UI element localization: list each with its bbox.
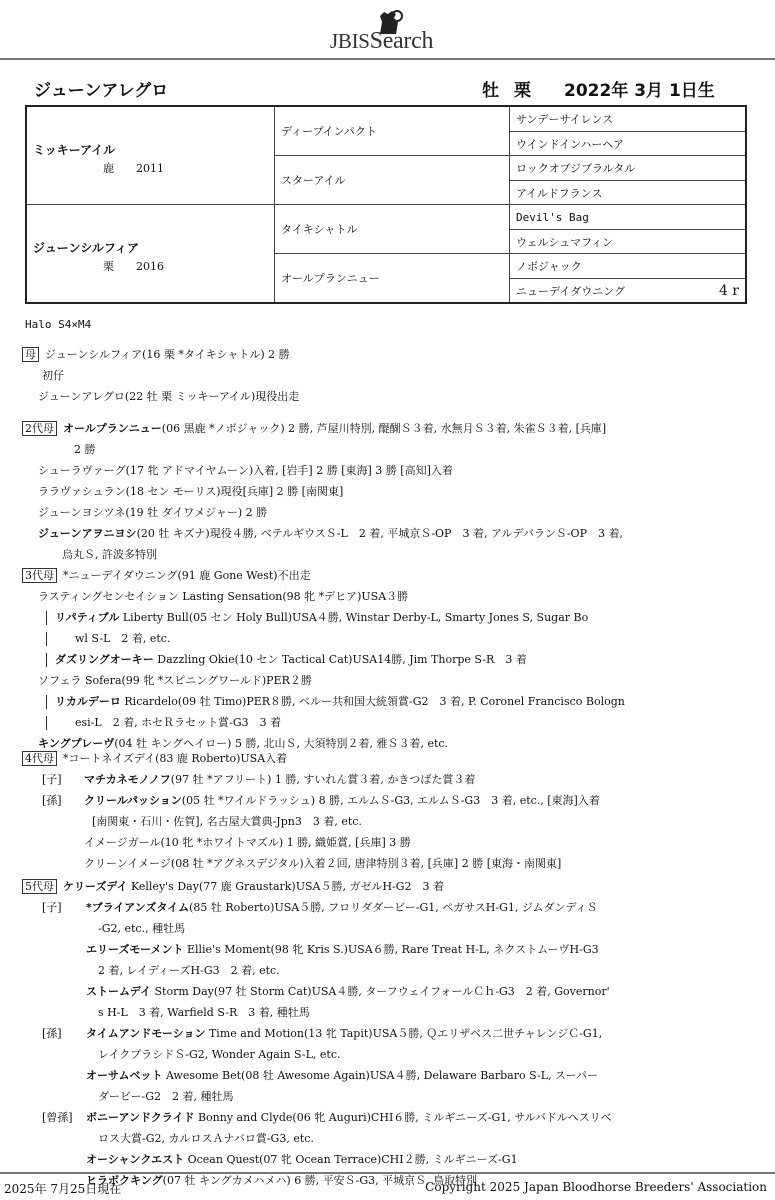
pedigree-ssd[interactable] bbox=[510, 132, 745, 156]
g3-horse: ダズリングオーキー bbox=[55, 653, 154, 666]
pedigree-table bbox=[25, 105, 747, 304]
g5-line: Kelley's Day(77 鹿 Graustark)USA５勝, ガゼルH-G2 3 着 bbox=[127, 880, 445, 893]
g3-section bbox=[22, 565, 762, 754]
g5-line: -G2, etc., 種牡馬 bbox=[98, 922, 186, 935]
relation-label: [子] bbox=[42, 773, 62, 786]
g5-horse: タイムアンドモーション bbox=[86, 1027, 206, 1040]
tag-g2: 2代母 bbox=[22, 421, 57, 436]
pedigree-sds[interactable] bbox=[510, 156, 745, 181]
inbreeding-note: Halo S4×M4 bbox=[25, 318, 92, 331]
g5-line: Bonny and Clyde(06 牝 Auguri)CHI６勝, ミルギニーズ-G1, サルバドルヘスリベ bbox=[194, 1111, 612, 1124]
horse-title bbox=[34, 76, 734, 102]
g4-line: (97 牡 *アフリート) 1 勝, すいれん賞３着, かきつばた賞３着 bbox=[170, 773, 476, 786]
g5-line: ダービー-G2 2 着, 種牡馬 bbox=[98, 1090, 234, 1103]
dam-line: 初仔 bbox=[42, 369, 64, 382]
sdd-name: アイルドフランス bbox=[516, 186, 603, 200]
sss-name: サンデーサイレンス bbox=[516, 113, 614, 126]
g5-line: 2 着, レイディーズH-G3 2 着, etc. bbox=[98, 964, 280, 977]
relation-label: [子] bbox=[42, 901, 62, 914]
g2-line: 2 勝 bbox=[74, 443, 96, 456]
relation-label: [曾孫] bbox=[42, 1111, 73, 1124]
top-divider bbox=[0, 58, 775, 60]
footer-divider bbox=[0, 1172, 775, 1174]
g4-line: [南関東・石川・佐賀], 名古屋大賞典-Jpn3 3 着, etc. bbox=[92, 815, 362, 828]
g5-line: レイクプラシドＳ-G2, Wonder Again S-L, etc. bbox=[98, 1048, 341, 1061]
g5-horse: ボニーアンドクライド bbox=[86, 1111, 195, 1124]
g3-horse: キングプレーヴ bbox=[38, 737, 115, 750]
g5-section bbox=[22, 876, 762, 1191]
g3-line: esi-L 2 着, ホセＲラセット賞-G3 3 着 bbox=[75, 716, 282, 729]
g3-line: wl S-L 2 着, etc. bbox=[75, 632, 171, 645]
horse-color: 栗 bbox=[514, 81, 531, 101]
g2-line: ララヴァシュラン(18 セン モーリス)現役[兵庫] 2 勝 [南関東] bbox=[38, 485, 344, 498]
g5-line: Time and Motion(13 牝 Tapit)USA５勝, Ｑエリザベス二世チャレンジＣ-G1, bbox=[205, 1027, 603, 1040]
g5-horse: ストームデイ bbox=[86, 985, 152, 998]
tag-g4: 4代母 bbox=[22, 751, 57, 766]
tree-line bbox=[46, 716, 47, 730]
sds-name: ロックオブジブラルタル bbox=[516, 162, 636, 175]
tag-dam: 母 bbox=[22, 347, 39, 362]
g5-horse: *ブライアンズタイム bbox=[86, 901, 190, 914]
horse-sex: 牡 bbox=[482, 81, 499, 101]
pedigree-ss[interactable] bbox=[275, 107, 510, 156]
g2-horse: オールプランニュー bbox=[63, 422, 162, 435]
g3-line: Ricardelo(09 牡 Timo)PER８勝, ペルー共和国大統領賞-G2 3 着, P. Coronel Francisco Bologn bbox=[120, 695, 625, 708]
g3-line: *ニューデイダウニング(91 鹿 Gone West)不出走 bbox=[63, 569, 311, 582]
g2-section bbox=[22, 418, 762, 565]
g5-line: Ocean Quest(07 牝 Ocean Terrace)CHI２勝, ミルギニーズ-G1 bbox=[184, 1153, 518, 1166]
g5-line: (85 牡 Roberto)USA５勝, フロリダダービー-G1, ペガサスH-G1, ジムダンディＳ bbox=[189, 901, 598, 914]
g2-horse: ジューンアヲニヨシ bbox=[38, 527, 137, 540]
tree-line bbox=[46, 632, 47, 646]
g3-line: ラスティングセンセイション Lasting Sensation(98 牝 *デヒア)USA３勝 bbox=[38, 590, 409, 603]
logo-search: Search bbox=[369, 28, 434, 54]
sd-name: スターアイル bbox=[281, 174, 346, 187]
g4-line: クリーンイメージ(08 牡 *アグネスデジタル)入着２回, 唐津特別３着, [兵庫] 2 勝 [東海・南関東] bbox=[84, 857, 562, 870]
tag-g3: 3代母 bbox=[22, 568, 57, 583]
g4-horse: クリールパッション bbox=[84, 794, 182, 807]
ssd-name: ウインドインハーヘア bbox=[516, 137, 625, 151]
g4-line: イメージガール(10 牝 *ホワイトマズル) 1 勝, 織姫賞, [兵庫] 3 勝 bbox=[84, 836, 411, 849]
pedigree-ds[interactable] bbox=[275, 205, 510, 254]
g4-line: *コートネイズデイ(83 鹿 Roberto)USA入着 bbox=[63, 752, 288, 765]
logo-text bbox=[330, 28, 433, 55]
dam-sub: 栗 2016 bbox=[103, 260, 164, 273]
g3-horse: リカルデーロ bbox=[55, 695, 121, 708]
g5-horse: ヒラボクキング bbox=[86, 1174, 163, 1187]
g3-line: Dazzling Okie(10 セン Tactical Cat)USA14勝, Jim Thorpe S-R 3 着 bbox=[153, 653, 527, 666]
pedigree-sss[interactable] bbox=[510, 107, 745, 132]
pedigree-dam[interactable] bbox=[27, 205, 275, 302]
sire-sub: 鹿 2011 bbox=[103, 162, 164, 175]
g3-line: ソフェラ Sofera(99 牝 *スピニングワールド)PER２勝 bbox=[38, 674, 312, 687]
dam-section bbox=[22, 344, 762, 407]
g5-line: Awesome Bet(08 牡 Awesome Again)USA４勝, Delaware Barbaro S-L, スーパー bbox=[162, 1069, 598, 1082]
g5-line: Storm Day(97 牡 Storm Cat)USA４勝, ターフウェイフォールＣｈ-G3 2 着, Governor' bbox=[151, 985, 610, 998]
g3-line: Liberty Bull(05 セン Holy Bull)USA４勝, Winstar Derby-L, Smarty Jones S, Sugar Bo bbox=[119, 611, 589, 624]
jbis-logo[interactable] bbox=[318, 6, 468, 54]
dam-name: ジューンシルフィア bbox=[33, 241, 139, 255]
g5-horse: オーシャンクエスト bbox=[86, 1153, 185, 1166]
dsd-name: ウェルシュマフィン bbox=[516, 235, 614, 249]
family-number: 4 r bbox=[718, 282, 739, 299]
g5-line: s H-L 3 着, Warfield S-R 3 着, 種牡馬 bbox=[98, 1006, 310, 1019]
g5-line: Ellie's Moment(98 牝 Kris S.)USA６勝, Rare Treat H-L, ネクストムーヴH-G3 bbox=[183, 943, 599, 956]
relation-label: [孫] bbox=[42, 794, 62, 807]
logo-jbis: JBIS bbox=[330, 29, 370, 53]
pedigree-dds[interactable] bbox=[510, 254, 745, 279]
ddd-name: ニューデイダウニング bbox=[516, 284, 626, 298]
g2-line: シューラヴァーグ(17 牝 アドマイヤムーン)入着, [岩手] 2 勝 [東海] 3 勝 [高知]入着 bbox=[38, 464, 453, 477]
pedigree-sd[interactable] bbox=[275, 156, 510, 205]
dss-name: Devil's Bag bbox=[516, 210, 589, 224]
g4-horse: マチカネモノノフ bbox=[84, 773, 171, 786]
g2-line: (06 黒鹿 *ノボジャック) 2 勝, 芦屋川特別, 醍醐Ｓ３着, 水無月Ｓ３着, 朱雀Ｓ３着, [兵庫] bbox=[161, 422, 607, 435]
dam-line: ジューンアレグロ(22 牡 栗 ミッキーアイル)現役出走 bbox=[38, 390, 300, 403]
dam-line: ジューンシルフィア(16 栗 *タイキシャトル) 2 勝 bbox=[45, 348, 290, 361]
sire-name: ミッキーアイル bbox=[33, 143, 116, 157]
tag-g5: 5代母 bbox=[22, 879, 57, 894]
g3-horse: リパティブル bbox=[55, 611, 120, 624]
dd-name: オールプランニュー bbox=[281, 272, 380, 285]
g3-line: (04 牡 キングヘイロー) 5 勝, 北山Ｓ, 大須特別２着, 雅Ｓ３着, etc. bbox=[114, 737, 449, 750]
pedigree-ddd[interactable] bbox=[510, 279, 745, 302]
pedigree-sdd[interactable] bbox=[510, 181, 745, 205]
footer-date: 2025年 7月25日現在 bbox=[4, 1182, 122, 1196]
g4-line: (05 牡 *ワイルドラッシュ) 8 勝, エルムＳ-G3, エルムＳ-G3 3 着, etc., [東海]入着 bbox=[181, 794, 600, 807]
pedigree-sire[interactable] bbox=[27, 107, 275, 205]
pedigree-dss[interactable] bbox=[510, 205, 745, 230]
horse-name: ジューンアレグロ bbox=[34, 81, 169, 101]
ds-name: タイキシャトル bbox=[281, 223, 358, 236]
ss-name: ディープインパクト bbox=[281, 125, 377, 138]
g2-line: 烏丸Ｓ, 許波多特別 bbox=[62, 548, 157, 561]
g4-section bbox=[22, 748, 762, 874]
g5-horse: エリーズモーメント bbox=[86, 943, 184, 956]
footer-copyright: Copyright 2025 Japan Bloodhorse Breeders' Association bbox=[425, 1180, 767, 1194]
relation-label: [孫] bbox=[42, 1027, 62, 1040]
pedigree-dd[interactable] bbox=[275, 254, 510, 302]
tree-line bbox=[46, 695, 47, 709]
g2-line: (20 牡 キズナ)現役４勝, ベテルギウスＳ-L 2 着, 平城京Ｓ-OP 3 着, アルデバランＳ-OP 3 着, bbox=[136, 527, 623, 540]
g5-horse: ケリーズデイ bbox=[63, 880, 128, 893]
g5-horse: オーサムベット bbox=[86, 1069, 163, 1082]
pedigree-dsd[interactable] bbox=[510, 230, 745, 254]
dds-name: ノボジャック bbox=[516, 260, 582, 273]
g5-line: (07 牡 キングカメハメハ) 6 勝, 平安Ｓ-G3, 平城京Ｓ, 鳥取特別 bbox=[162, 1174, 478, 1187]
g5-line: ロス大賞-G2, カルロスＡナバロ賞-G3, etc. bbox=[98, 1132, 314, 1145]
tree-line bbox=[46, 653, 47, 667]
tree-line bbox=[46, 611, 47, 625]
horse-birth: 2022年 3月 1日生 bbox=[564, 81, 715, 101]
g2-line: ジューンヨシツネ(19 牡 ダイワメジャー) 2 勝 bbox=[38, 506, 268, 519]
